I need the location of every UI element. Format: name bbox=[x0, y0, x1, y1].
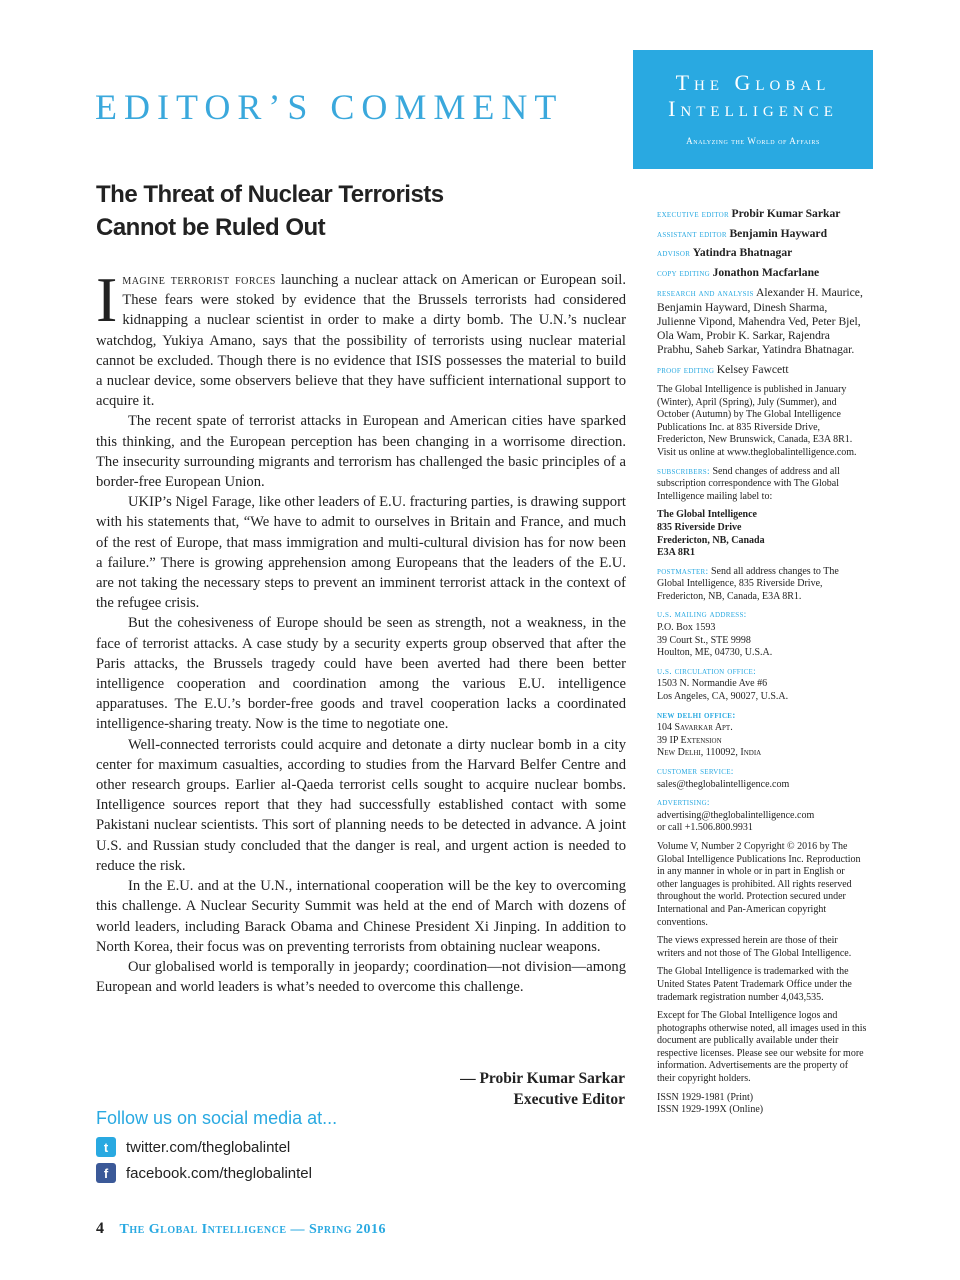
paragraph-4: But the cohesiveness of Europe should be seen as strength, not a weakness, in the face of terrorist attacks. A case study by a security experts group observed that after the Paris attacks, the Brussels tragedy could have been averted had there been better intelligence cooperation and coordination among the various E.U. intelligence apparatuses. The E.U.’s border-free goods and travel cooperation lacks a coordinated intelligence-sharing treaty. Now is the time to negotiate one. bbox=[96, 615, 626, 733]
publication-info: The Global Intelligence is published in January (Winter), April (Spring), July (Summer), and October (Autumn) by The Global Intelligence Publications Inc. at 835 Riverside Drive, Fredericton, New Brunswick, Canada, E3A 8R1. Visit us online at www.theglobalintelligence.com. bbox=[657, 383, 857, 458]
advertising-phone: or call +1.506.800.9931 bbox=[657, 822, 753, 834]
us-mailing-label: u.s. mailing address: bbox=[657, 610, 747, 621]
lead-in: magine terrorist forces bbox=[122, 272, 276, 288]
signature bbox=[460, 1068, 625, 1110]
advisor-name: Yatindra Bhatnagar bbox=[692, 246, 793, 260]
proof-editing-label: proof editing bbox=[657, 366, 715, 377]
issn bbox=[657, 1092, 867, 1117]
social-media-section bbox=[96, 1108, 337, 1189]
proof-editing-name: Kelsey Fawcett bbox=[716, 363, 789, 377]
mailing-address bbox=[657, 509, 867, 559]
asst-editor bbox=[657, 228, 867, 242]
page-number: 4 bbox=[96, 1220, 104, 1237]
customer-service-label: customer service: bbox=[657, 767, 734, 777]
title-line-2: Cannot be Ruled Out bbox=[96, 214, 326, 241]
views-disclaimer: The views expressed herein are those of their writers and not those of The Global Intelligence. bbox=[657, 935, 852, 959]
brand-name bbox=[633, 70, 873, 122]
advisor-label: advisor bbox=[657, 249, 691, 260]
page-heading: EDITOR’S COMMENT bbox=[95, 87, 564, 127]
article-body bbox=[96, 264, 626, 997]
asst-editor-name: Benjamin Hayward bbox=[729, 226, 828, 240]
image-license: Except for The Global Intelligence logos and photographs otherwise noted, all images used in this document are publically available under their respective licenses. Please see our website for more information. Advertisements are the property of their copyright holders. bbox=[657, 1010, 867, 1085]
signature-name: — Probir Kumar Sarkar bbox=[460, 1070, 625, 1087]
us-mailing-line: 39 Court St., STE 9998 bbox=[657, 634, 751, 646]
paragraph-1-text: launching a nuclear attack on American or European soil. These fears were stoked by evidence that the Brussels terrorists had considered kidnapping a nuclear scientist in order to make a dirty bomb. The U.N.’s nuclear watchdog, Yukiya Amano, says that the possibility of terrorists using nuclear material cannot be excluded. Though there is no evidence that ISIS possesses the material to build a nuclear device, some observers believe that they have sufficient international support to acquire it. bbox=[96, 272, 626, 410]
paragraph-5: Well-connected terrorists could acquire and detonate a dirty nuclear bomb in a city center for maximum casualties, according to studies from the Harvard Belfer Centre and other research groups. Earlier al-Qaeda terrorist cells sought to acquire nuclear bombs. Intelligence sources report that they had successfully established contact with some Pakistani nuclear scientists. This sort of planning needs to be detected in advance. A joint U.S. and Russian study concluded that the danger is real, and urgent action is needed to reduce the risk. bbox=[96, 736, 626, 874]
facebook-icon: f bbox=[96, 1163, 116, 1183]
brand-line-2: Intelligence bbox=[668, 96, 838, 121]
twitter-link[interactable] bbox=[96, 1137, 337, 1157]
brand-line-1: The Global bbox=[675, 70, 831, 95]
brand-tagline: Analyzing the World of Affairs bbox=[686, 136, 820, 146]
address-line: E3A 8R1 bbox=[657, 547, 696, 559]
issn-print: ISSN 1929-1981 (Print) bbox=[657, 1091, 754, 1103]
exec-editor bbox=[657, 208, 867, 222]
new-delhi-office bbox=[657, 710, 867, 760]
subscribers bbox=[657, 466, 867, 504]
copy-editing bbox=[657, 267, 867, 281]
research-names: Alexander H. Maurice, Benjamin Hayward, Dinesh Sharma, Julienne Vipond, Mahendra Ved, Peter Bjel, Ola Wam, Probir K. Sarkar, Rajendra Prabhu, Saheb Sarkar, Yatindra Bhatnagar. bbox=[657, 286, 863, 357]
paragraph-7: Our globalised world is temporally in jeopardy; coordination—not division—among European and world leaders is what’s needed to overcome this challenge. bbox=[96, 958, 626, 996]
signature-role: Executive Editor bbox=[513, 1091, 625, 1108]
paragraph-6: In the E.U. and at the U.N., international cooperation will be the key to overcoming this challenge. A Nuclear Security Summit was held at the end of March with dozens of world leaders, including Barack Obama and Chinese President Xi Jinping. In addition to North Korea, their focus was on preventing terrorists from obtaining nuclear weapons. bbox=[96, 878, 626, 955]
customer-service-email[interactable]: sales@theglobalintelligence.com bbox=[657, 778, 790, 790]
paragraph-3: UKIP’s Nigel Farage, like other leaders of E.U. fracturing parties, is drawing support with his statements that, “We have to admit to ourselves in Britain and France, and much of the rest of Europe, that mass immigration and multi-cultural division has for now been a failure.” There is growing apprehension among Europeans that the leaders of the E.U. are not taking the necessary steps to prevent an imminent terrorist attack in the context of the refugee crisis. bbox=[96, 494, 626, 612]
masthead-column bbox=[657, 208, 867, 1123]
new-delhi-line: 39 IP Extension bbox=[657, 734, 722, 746]
asst-editor-label: assistant editor bbox=[657, 229, 727, 240]
customer-service bbox=[657, 766, 867, 791]
research bbox=[657, 286, 867, 357]
new-delhi-line: 104 Savarkar Apt. bbox=[657, 722, 733, 734]
facebook-link[interactable] bbox=[96, 1163, 337, 1183]
subscribers-text: Send changes of address and all subscription correspondence with The Global Intelligence mailing label to: bbox=[657, 465, 840, 502]
proof-editing bbox=[657, 363, 867, 378]
title-line-1: The Threat of Nuclear Terrorists bbox=[96, 181, 444, 208]
address-line: Fredericton, NB, Canada bbox=[657, 534, 765, 546]
postmaster-label: postmaster: bbox=[657, 566, 709, 577]
postmaster bbox=[657, 566, 867, 604]
footer-text: The Global Intelligence — Spring 2016 bbox=[119, 1222, 386, 1237]
us-circulation-line: 1503 N. Normandie Ave #6 bbox=[657, 678, 768, 690]
advertising-label: advertising: bbox=[657, 798, 710, 809]
exec-editor-label: executive editor bbox=[657, 210, 729, 220]
subscribers-label: subscribers: bbox=[657, 466, 710, 477]
us-circulation-label: u.s. circulation office: bbox=[657, 666, 757, 677]
new-delhi-line: New Delhi, 110092, India bbox=[657, 747, 762, 759]
issn-online: ISSN 1929-199X (Online) bbox=[657, 1104, 764, 1116]
social-heading: Follow us on social media at... bbox=[96, 1108, 338, 1128]
twitter-icon: t bbox=[96, 1137, 116, 1157]
new-delhi-label: new delhi office: bbox=[657, 710, 736, 721]
article-title bbox=[96, 178, 476, 244]
postmaster-text: Send all address changes to The Global Intelligence, 835 Riverside Drive, Fredericton, NB, Canada, E3A 8R1. bbox=[657, 565, 839, 602]
paragraph-1 bbox=[96, 264, 626, 411]
copyright: Volume V, Number 2 Copyright © 2016 by The Global Intelligence Publications Inc. Reproduction in any manner in whole or in part in English or other languages is prohibited. All rights reserved throughout the world. Protection secured under International and Pan-American copyright conventions. bbox=[657, 840, 861, 928]
research-label: research and analysis bbox=[657, 289, 754, 300]
copy-editing-label: copy editing bbox=[657, 268, 711, 279]
paragraph-2: The recent spate of terrorist attacks in European and American cities have sparked this thinking, and the European perception has been changing in a worrisome direction. The insecurity surrounding migrants and terrorism has challenged the basic principles of a border-free European Union. bbox=[96, 413, 626, 491]
exec-editor-name: Probir Kumar Sarkar bbox=[731, 207, 841, 220]
brand-logo-box bbox=[633, 50, 873, 169]
page-footer bbox=[96, 1220, 386, 1238]
facebook-url: facebook.com/theglobalintel bbox=[126, 1164, 312, 1182]
us-mailing-line: P.O. Box 1593 bbox=[657, 622, 716, 634]
address-line: The Global Intelligence bbox=[657, 509, 757, 521]
us-mailing bbox=[657, 609, 867, 659]
us-circulation bbox=[657, 666, 867, 704]
drop-cap: I bbox=[96, 264, 118, 335]
advisor bbox=[657, 247, 867, 261]
us-mailing-line: Houlton, ME, 04730, U.S.A. bbox=[657, 647, 773, 659]
address-line: 835 Riverside Drive bbox=[657, 521, 742, 533]
us-circulation-line: Los Angeles, CA, 90027, U.S.A. bbox=[657, 691, 789, 703]
twitter-url: twitter.com/theglobalintel bbox=[126, 1138, 291, 1156]
copy-editing-name: Jonathon Macfarlane bbox=[712, 265, 820, 279]
advertising-email[interactable]: advertising@theglobalintelligence.com bbox=[657, 809, 815, 821]
trademark: The Global Intelligence is trademarked with the United States Patent Trademark Office under the trademark registration number 4,043,535. bbox=[657, 966, 852, 1003]
advertising bbox=[657, 797, 867, 835]
